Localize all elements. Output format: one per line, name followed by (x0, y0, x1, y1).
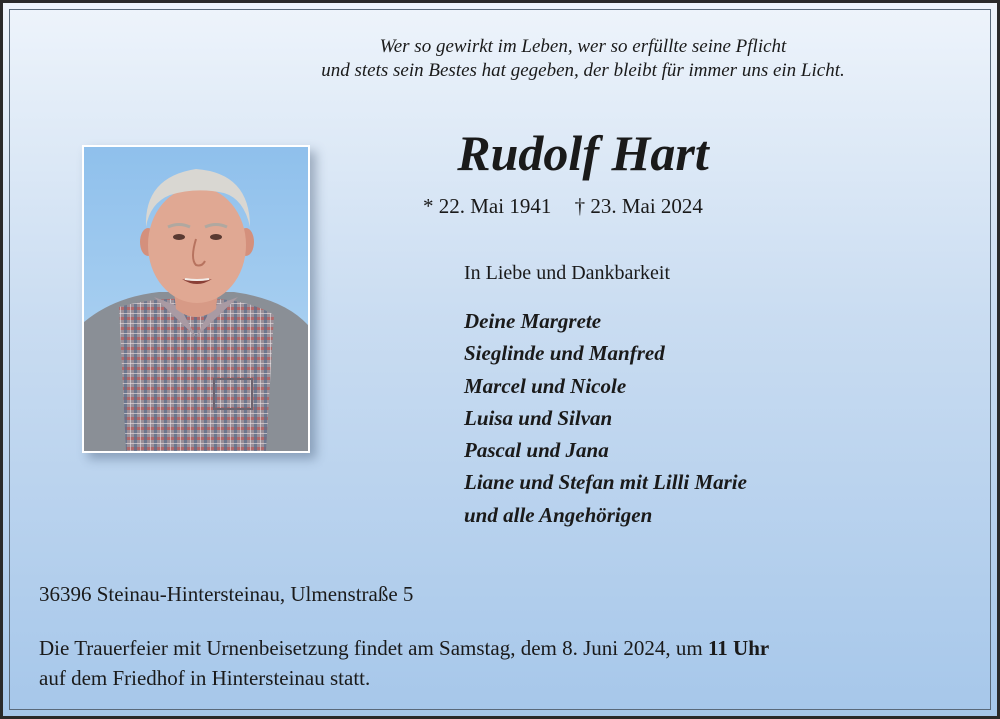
family-member: Liane und Stefan mit Lilli Marie (464, 470, 747, 495)
ceremony-info (39, 633, 769, 693)
thanks-line: In Liebe und Dankbarkeit (464, 262, 671, 284)
verse-line-1: Wer so gewirkt im Leben, wer so erfüllte seine Pflicht (379, 36, 787, 57)
ceremony-line-2: auf dem Friedhof in Hintersteinau statt. (39, 666, 371, 690)
family-member: Deine Margrete (464, 309, 602, 333)
family-member: Luisa und Silvan (464, 405, 613, 430)
family-list (464, 305, 747, 531)
death-date: † 23. Mai 2024 (574, 194, 703, 218)
deceased-name: Rudolf Hart (457, 125, 709, 181)
family-member: Pascal und Jana (464, 438, 609, 463)
portrait-photo (82, 145, 310, 453)
memorial-verse (203, 35, 963, 83)
birth-date: * 22. Mai 1941 (423, 194, 552, 218)
portrait-photo-icon (84, 147, 308, 451)
ceremony-line-1 (39, 633, 769, 663)
family-member: und alle Angehörigen (464, 502, 653, 527)
address: 36396 Steinau-Hintersteinau, Ulmenstraße 5 (39, 582, 414, 606)
family-member: Sieglinde und Manfred (464, 341, 665, 366)
family-member: Marcel und Nicole (464, 373, 627, 398)
ceremony-time: 11 Uhr (707, 636, 770, 660)
verse-line-2: und stets sein Bestes hat gegeben, der bleibt für immer uns ein Licht. (321, 60, 845, 81)
life-dates (423, 193, 721, 219)
ceremony-text: Die Trauerfeier mit Urnenbeisetzung findet am Samstag, dem 8. Juni 2024, um (39, 636, 708, 660)
